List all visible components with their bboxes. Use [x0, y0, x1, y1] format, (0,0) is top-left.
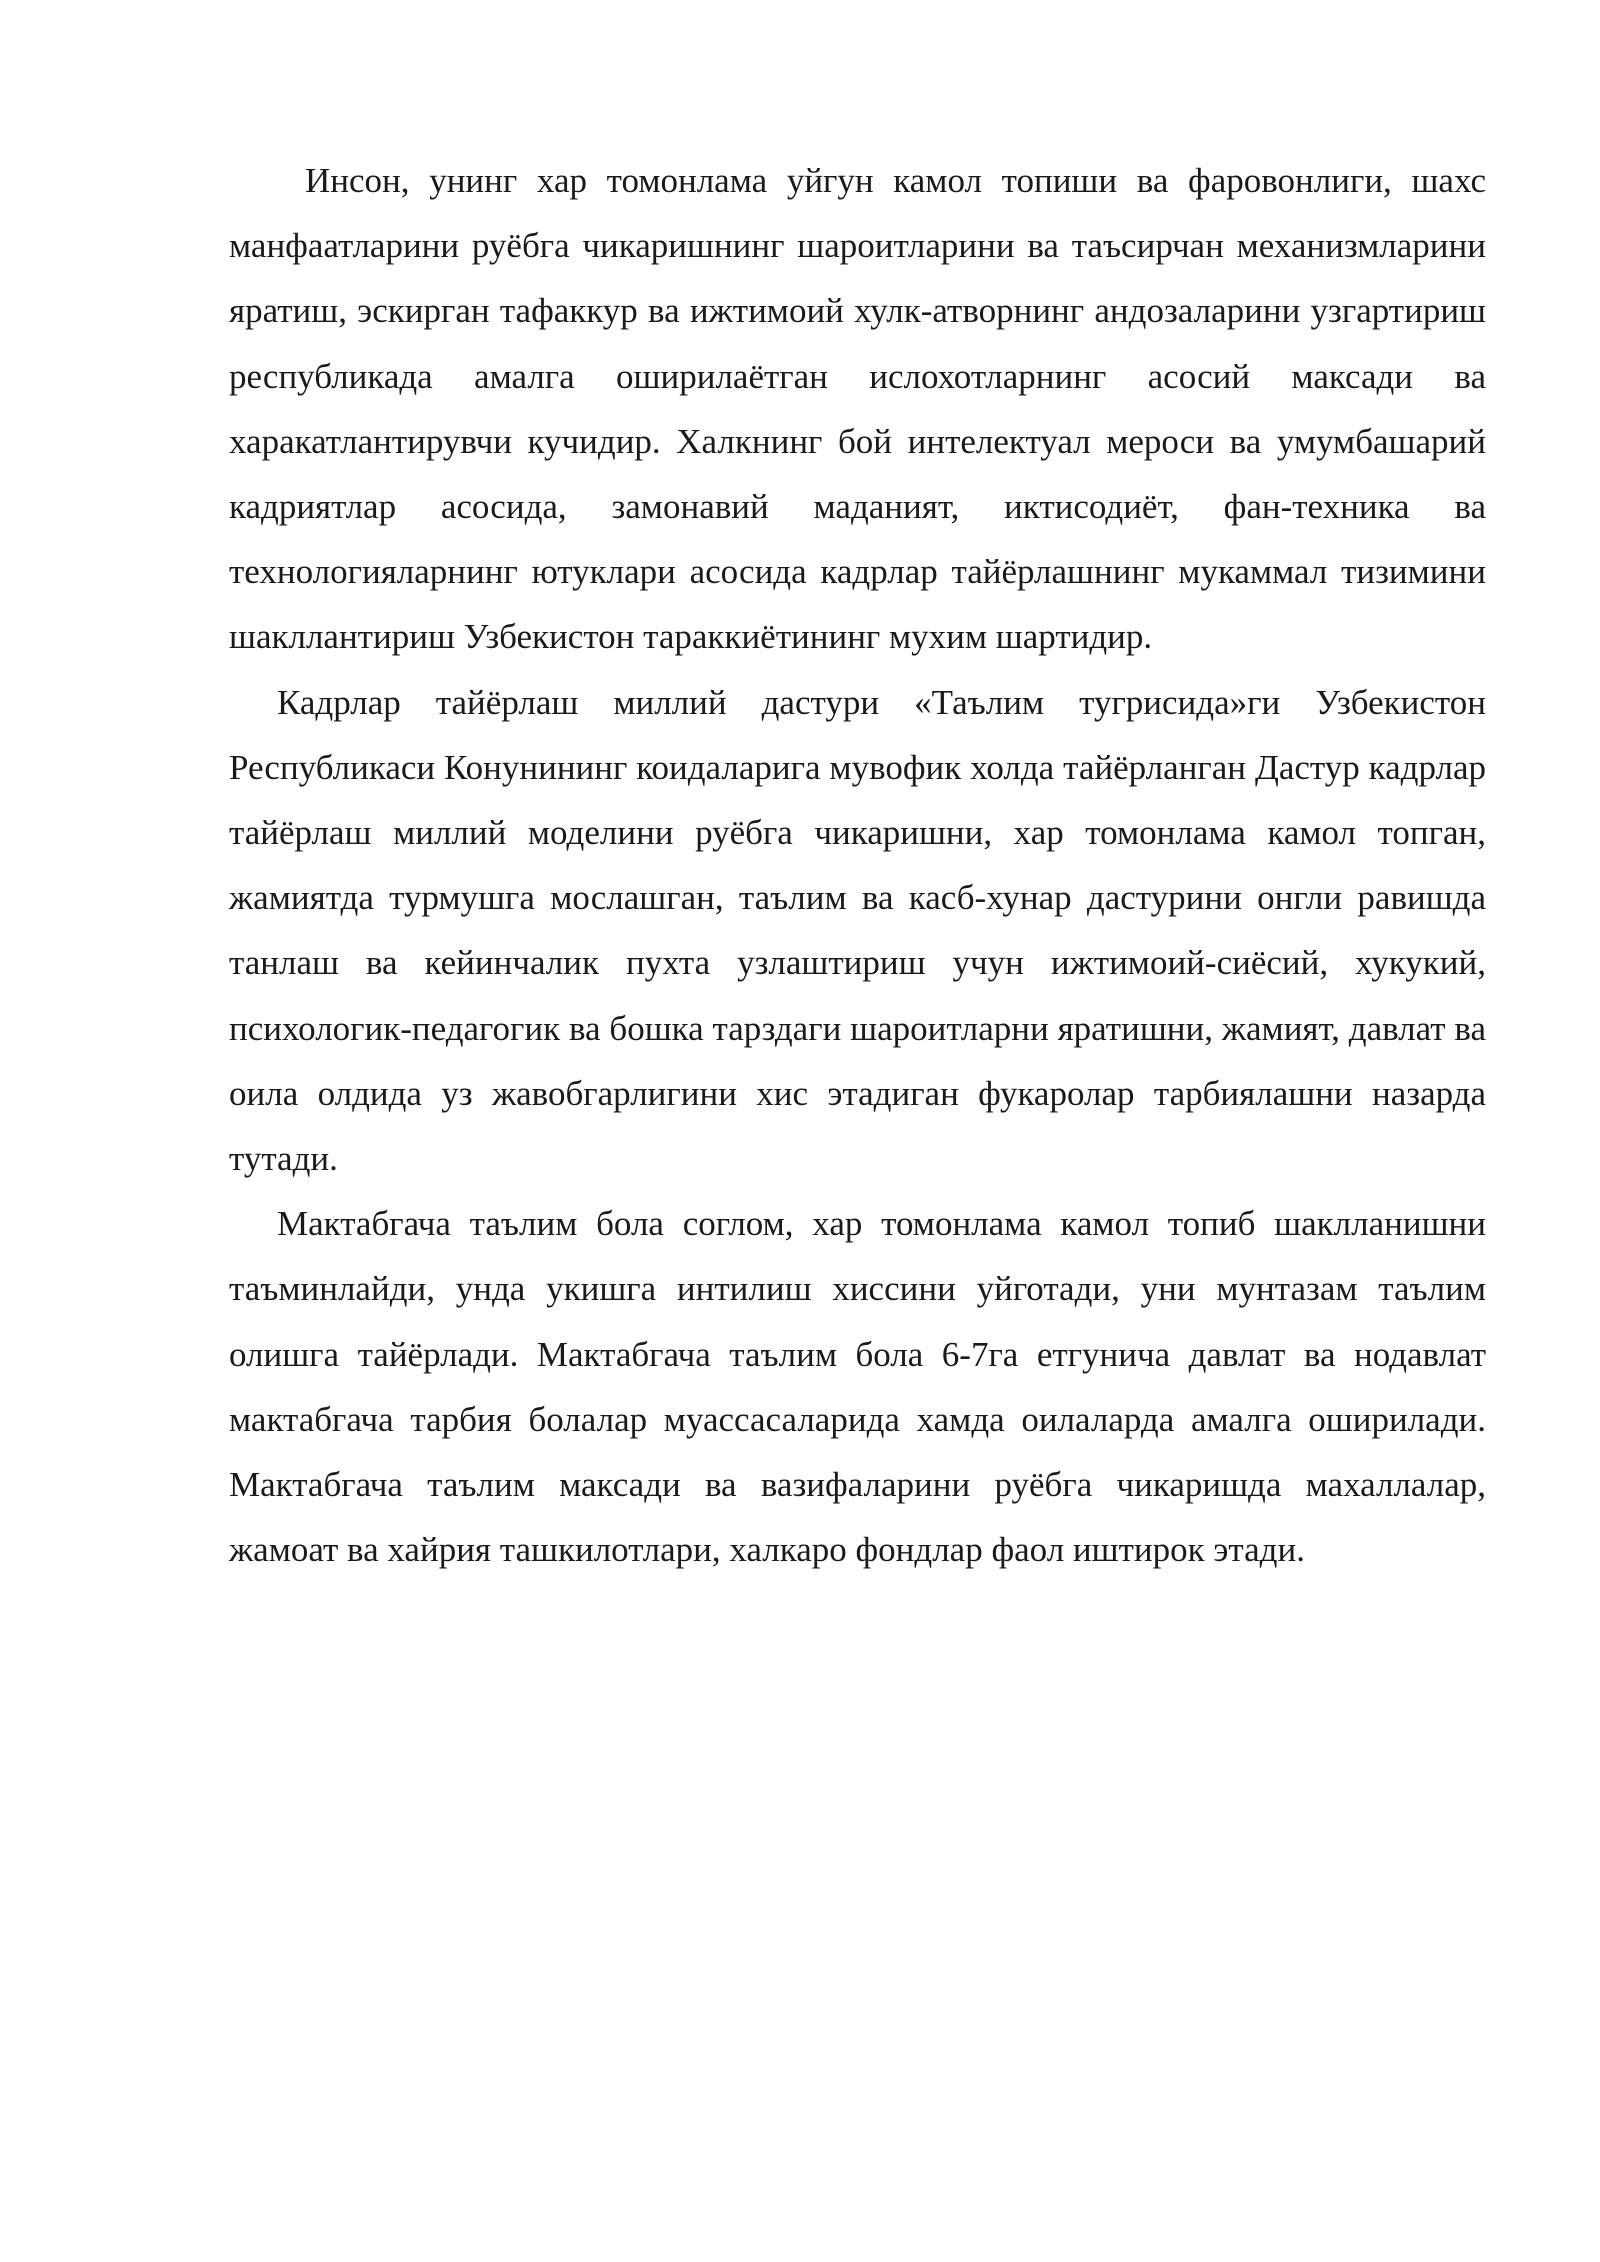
document-body: [229, 148, 1486, 1582]
paragraph-3: Мактабгача таълим бола соглом, хар томонлама камол топиб шаклланишни таъминлайди, унда укишга интилиш хиссини уйготади, уни мунтазам таълим олишга тайёрлади. Мактабгача таълим бола 6-7га етгунича давлат ва нодавлат мактабгача тарбия болалар муассасаларида хамда оилаларда амалга оширилади. Мактабгача таълим максади ва вазифаларини руёбга чикаришда махаллалар, жамоат ва хайрия ташкилотлари, халкаро фондлар фаол иштирок этади.: [229, 1204, 1486, 1570]
paragraph-1: Инсон, унинг хар томонлама уйгун камол топиши ва фаровонлиги, шахс манфаатларини руёбга чикаришнинг шароитларини ва таъсирчан механизмларини яратиш, эскирган тафаккур ва ижтимоий хулк-атворнинг андозаларини узгартириш республикада амалга оширилаётган ислохотларнинг асосий максади ва харакатлантирувчи кучидир. Халкнинг бой интелектуал мероси ва умумбашарий кадриятлар асосида, замонавий маданият, иктисодиёт, фан-техника ва технологияларнинг ютуклари асосида кадрлар тайёрлашнинг мукаммал тизимини шакллантириш Узбекистон тараккиётининг мухим шартидир.: [229, 161, 1486, 657]
paragraph-2: Кадрлар тайёрлаш миллий дастури «Таълим тугрисида»ги Узбекистон Республикаси Конунининг коидаларига мувофик холда тайёрланган Дастур кадрлар тайёрлаш миллий моделини руёбга чикаришни, хар томонлама камол топган, жамиятда турмушга мослашган, таълим ва касб-хунар дастурини онгли равишда танлаш ва кейинчалик пухта узлаштириш учун ижтимоий-сиёсий, хукукий, психологик-педагогик ва бошка тарздаги шароитларни яратишни, жамият, давлат ва оила олдида уз жавобгарлигини хис этадиган фукаролар тарбиялашни назарда тутади.: [229, 682, 1486, 1179]
